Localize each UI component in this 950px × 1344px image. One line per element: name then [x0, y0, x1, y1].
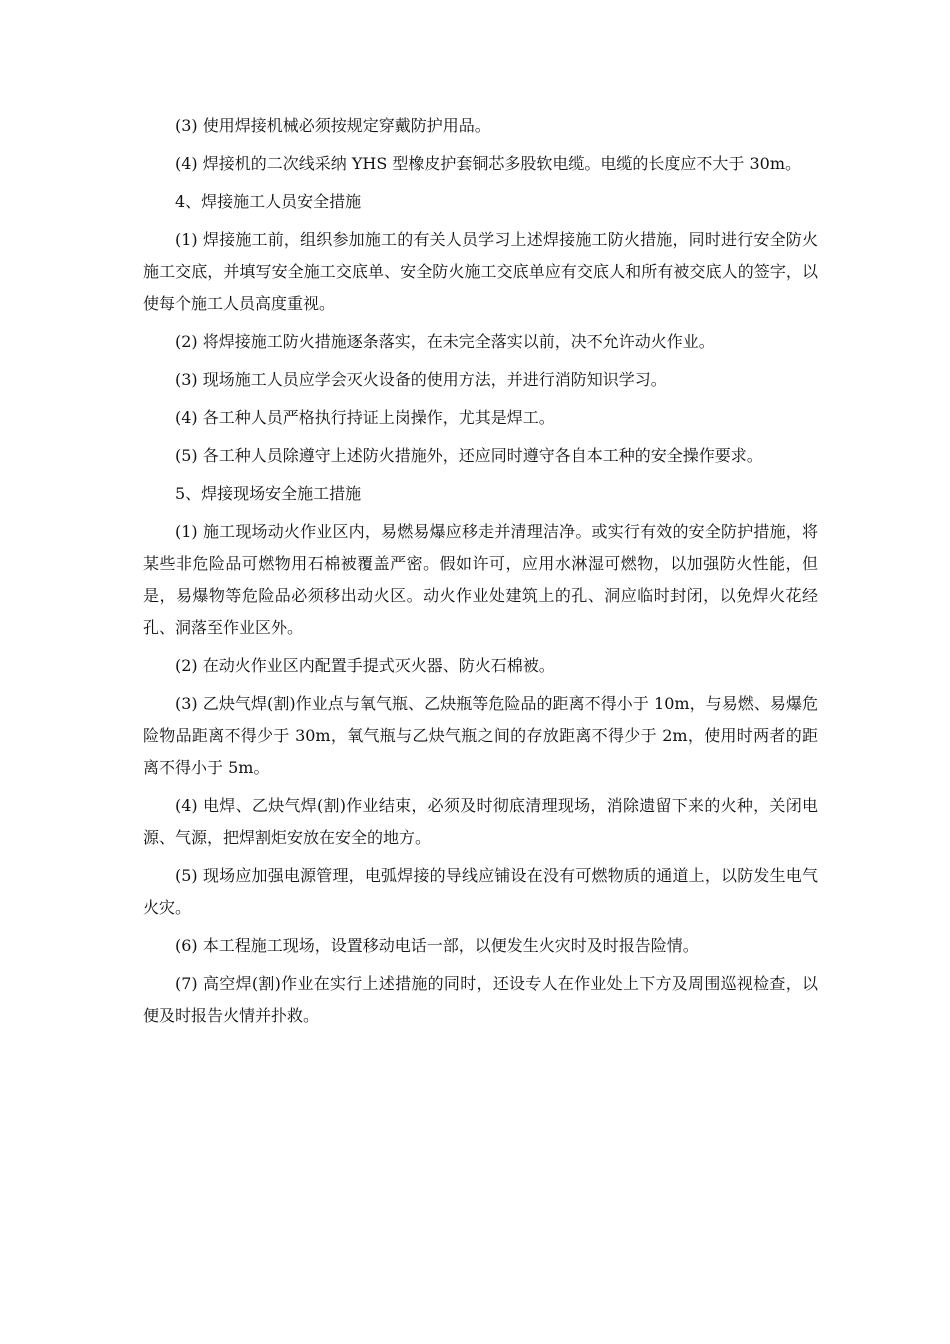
list-item: (3) 使用焊接机械必须按规定穿戴防护用品。	[175, 116, 491, 135]
list-item: (2) 将焊接施工防火措施逐条落实，在未完全落实以前，决不允许动火作业。	[175, 332, 715, 351]
list-item: (3) 乙炔气焊(割)作业点与氧气瓶、乙炔瓶等危险品的距离不得小于 10m，与易燃、易爆危险物品距离不得少于 30m，氧气瓶与乙炔气瓶之间的存放距离不得少于 2m，使用时两者的距离不得小于 5m。	[143, 694, 818, 777]
list-item: (4) 各工种人员严格执行持证上岗操作，尤其是焊工。	[175, 408, 555, 427]
list-item: (2) 在动火作业区内配置手提式灭火器、防火石棉被。	[175, 656, 555, 675]
list-item: (7) 高空焊(割)作业在实行上述措施的同时，还设专人在作业处上下方及周围巡视检查，以便及时报告火情并扑救。	[143, 974, 818, 1025]
document-body	[143, 110, 818, 1038]
section-heading: 4、焊接施工人员安全措施	[175, 192, 362, 211]
list-item: (4) 焊接机的二次线采纳 YHS 型橡皮护套铜芯多股软电缆。电缆的长度应不大于 30m。	[175, 154, 802, 173]
section-heading: 5、焊接现场安全施工措施	[175, 484, 362, 503]
list-item: (6) 本工程施工现场，设置移动电话一部，以便发生火灾时及时报告险情。	[175, 936, 699, 955]
list-item: (1) 施工现场动火作业区内，易燃易爆应移走并清理洁净。或实行有效的安全防护措施，将某些非危险品可燃物用石棉被覆盖严密。假如许可，应用水淋湿可燃物，以加强防火性能，但是，易爆物等危险品必须移出动火区。动火作业处建筑上的孔、洞应临时封闭，以免焊火花经孔、洞落至作业区外。	[143, 522, 818, 637]
list-item: (1) 焊接施工前，组织参加施工的有关人员学习上述焊接施工防火措施，同时进行安全防火施工交底，并填写安全施工交底单、安全防火施工交底单应有交底人和所有被交底人的签字，以使每个施工人员高度重视。	[143, 230, 818, 313]
list-item: (4) 电焊、乙炔气焊(割)作业结束，必须及时彻底清理现场，消除遗留下来的火种，关闭电源、气源，把焊割炬安放在安全的地方。	[143, 796, 818, 847]
list-item: (3) 现场施工人员应学会灭火设备的使用方法，并进行消防知识学习。	[175, 370, 667, 389]
list-item: (5) 各工种人员除遵守上述防火措施外，还应同时遵守各自本工种的安全操作要求。	[175, 446, 763, 465]
list-item: (5) 现场应加强电源管理，电弧焊接的导线应铺设在没有可燃物质的通道上，以防发生电气火灾。	[143, 866, 818, 917]
